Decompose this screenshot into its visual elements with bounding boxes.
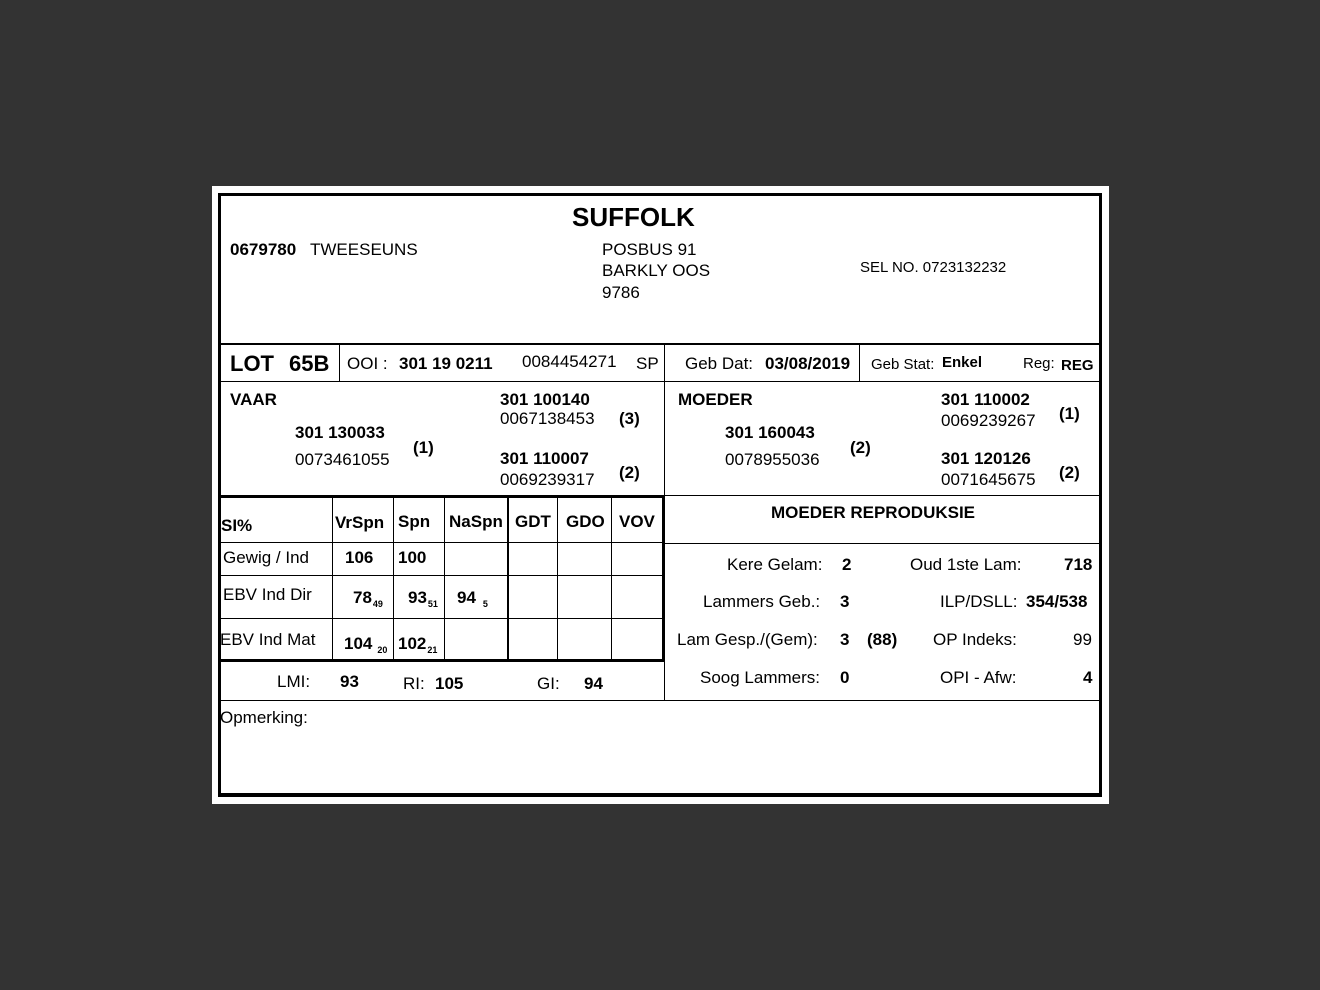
moeder-granddam-number: 301 120126 — [941, 449, 1031, 468]
gi-value: 94 — [584, 674, 603, 693]
owner-code: 0679780 — [230, 240, 297, 259]
lam-gesp-value: 3 — [840, 630, 850, 649]
vaar-granddam-id: 0069239317 — [500, 470, 595, 489]
gewig-spn: 100 — [398, 548, 427, 567]
vaar-granddam-rank: (2) — [619, 463, 640, 482]
vaar-sire-id: 0073461055 — [295, 450, 390, 469]
header-naspn: NaSpn — [449, 512, 503, 531]
moeder-dam-number: 301 160043 — [725, 423, 815, 442]
oud-1ste-lam-label: Oud 1ste Lam: — [910, 555, 1022, 574]
opi-afw-label: OPI - Afw: — [940, 668, 1017, 687]
lmi-value: 93 — [340, 672, 359, 691]
lammers-geb-label: Lammers Geb.: — [703, 592, 821, 611]
moeder-label: MOEDER — [678, 390, 753, 409]
kere-gelam-label: Kere Gelam: — [727, 555, 823, 574]
ebv-dir-naspn: 94 $_5$ — [457, 588, 488, 609]
reg-value: REG — [1061, 357, 1094, 374]
phone-number: SEL NO. 0723132232 — [860, 259, 1007, 276]
vaar-sire-number: 301 130033 — [295, 423, 385, 442]
ri-label: RI: — [403, 674, 425, 693]
lot-label: LOT — [230, 351, 274, 376]
header-vrspn: VrSpn — [335, 513, 385, 532]
divider-header — [221, 343, 1099, 345]
ebv-dir-spn: $93_{51}$ — [408, 588, 438, 609]
gi-label: GI: — [537, 674, 560, 693]
divider-lot — [221, 381, 1099, 382]
ebv-mat-spn: $102_{21}$ — [398, 634, 438, 655]
address-line-3: 9786 — [602, 283, 640, 302]
ebv-dir-vrspn: $78_{49}$ — [353, 588, 383, 609]
header-gdt: GDT — [515, 512, 551, 531]
header-vov: VOV — [619, 512, 655, 531]
divider-geb-stat — [859, 345, 860, 381]
ri-value: 105 — [435, 674, 464, 693]
lam-gesp-label: Lam Gesp./(Gem): — [677, 630, 818, 649]
vaar-grandsire-id: 0067138453 — [500, 409, 595, 428]
lot-number: 65B — [289, 351, 330, 376]
op-indeks-value: 99 — [1073, 630, 1092, 649]
soog-lammers-label: Soog Lammers: — [700, 668, 820, 687]
moeder-granddam-rank: (2) — [1059, 463, 1080, 482]
breed-title: SUFFOLK — [572, 202, 695, 232]
header-si: SI% — [221, 516, 253, 535]
moeder-dam-rank: (2) — [850, 438, 871, 457]
reg-label: Reg: — [1023, 355, 1055, 372]
moeder-grandsire-rank: (1) — [1059, 404, 1080, 423]
moeder-grandsire-number: 301 110002 — [941, 390, 1030, 409]
oud-1ste-lam-value: 718 — [1064, 555, 1093, 574]
opmerking-label: Opmerking: — [220, 708, 308, 727]
ooi-label: OOI : — [347, 354, 388, 373]
owner-name: TWEESEUNS — [310, 240, 418, 259]
vaar-grandsire-number: 301 100140 — [500, 390, 590, 409]
divider-moeder — [664, 495, 1099, 496]
address-line-2: BARKLY OOS — [602, 261, 711, 280]
op-indeks-label: OP Indeks: — [933, 630, 1017, 649]
soog-lammers-value: 0 — [840, 668, 850, 687]
lot-code: SP — [636, 354, 659, 373]
gewig-vrspn: 106 — [345, 548, 374, 567]
lmi-label: LMI: — [277, 672, 311, 691]
lam-gesp-gem-value: (88) — [867, 630, 898, 649]
ebv-mat-vrspn: 104 $_{20}$ — [344, 634, 388, 655]
header-spn: Spn — [398, 512, 431, 531]
divider-lot-left — [339, 345, 340, 381]
moeder-granddam-id: 0071645675 — [941, 470, 1036, 489]
address-line-1: POSBUS 91 — [602, 240, 697, 259]
reproduksie-title: MOEDER REPRODUKSIE — [771, 503, 976, 522]
ooi-number: 301 19 0211 — [399, 354, 493, 373]
vaar-granddam-number: 301 110007 — [500, 449, 589, 468]
divider-opmerking — [221, 700, 1099, 701]
geb-dat-label: Geb Dat: — [685, 354, 754, 373]
kere-gelam-value: 2 — [842, 555, 852, 574]
vaar-sire-rank: (1) — [413, 438, 434, 457]
lot-id: 0084454271 — [522, 352, 617, 371]
header-gdo: GDO — [566, 512, 605, 531]
ilp-dsll-label: ILP/DSLL: — [940, 592, 1018, 611]
geb-stat-label: Geb Stat: — [871, 356, 935, 373]
geb-stat-value: Enkel — [942, 354, 983, 371]
vaar-grandsire-rank: (3) — [619, 409, 640, 428]
divider-repro-title — [664, 543, 1099, 544]
moeder-dam-id: 0078955036 — [725, 450, 820, 469]
opi-afw-value: 4 — [1083, 668, 1093, 687]
geb-dat-value: 03/08/2019 — [765, 354, 851, 373]
moeder-grandsire-id: 0069239267 — [941, 411, 1036, 430]
row-label-gewig: Gewig / Ind — [223, 548, 309, 567]
ilp-dsll-value: 354/538 — [1026, 592, 1088, 611]
lammers-geb-value: 3 — [840, 592, 850, 611]
vaar-label: VAAR — [230, 390, 277, 409]
row-label-ebv-mat: EBV Ind Mat — [220, 630, 316, 649]
row-label-ebv-dir: EBV Ind Dir — [223, 585, 312, 604]
